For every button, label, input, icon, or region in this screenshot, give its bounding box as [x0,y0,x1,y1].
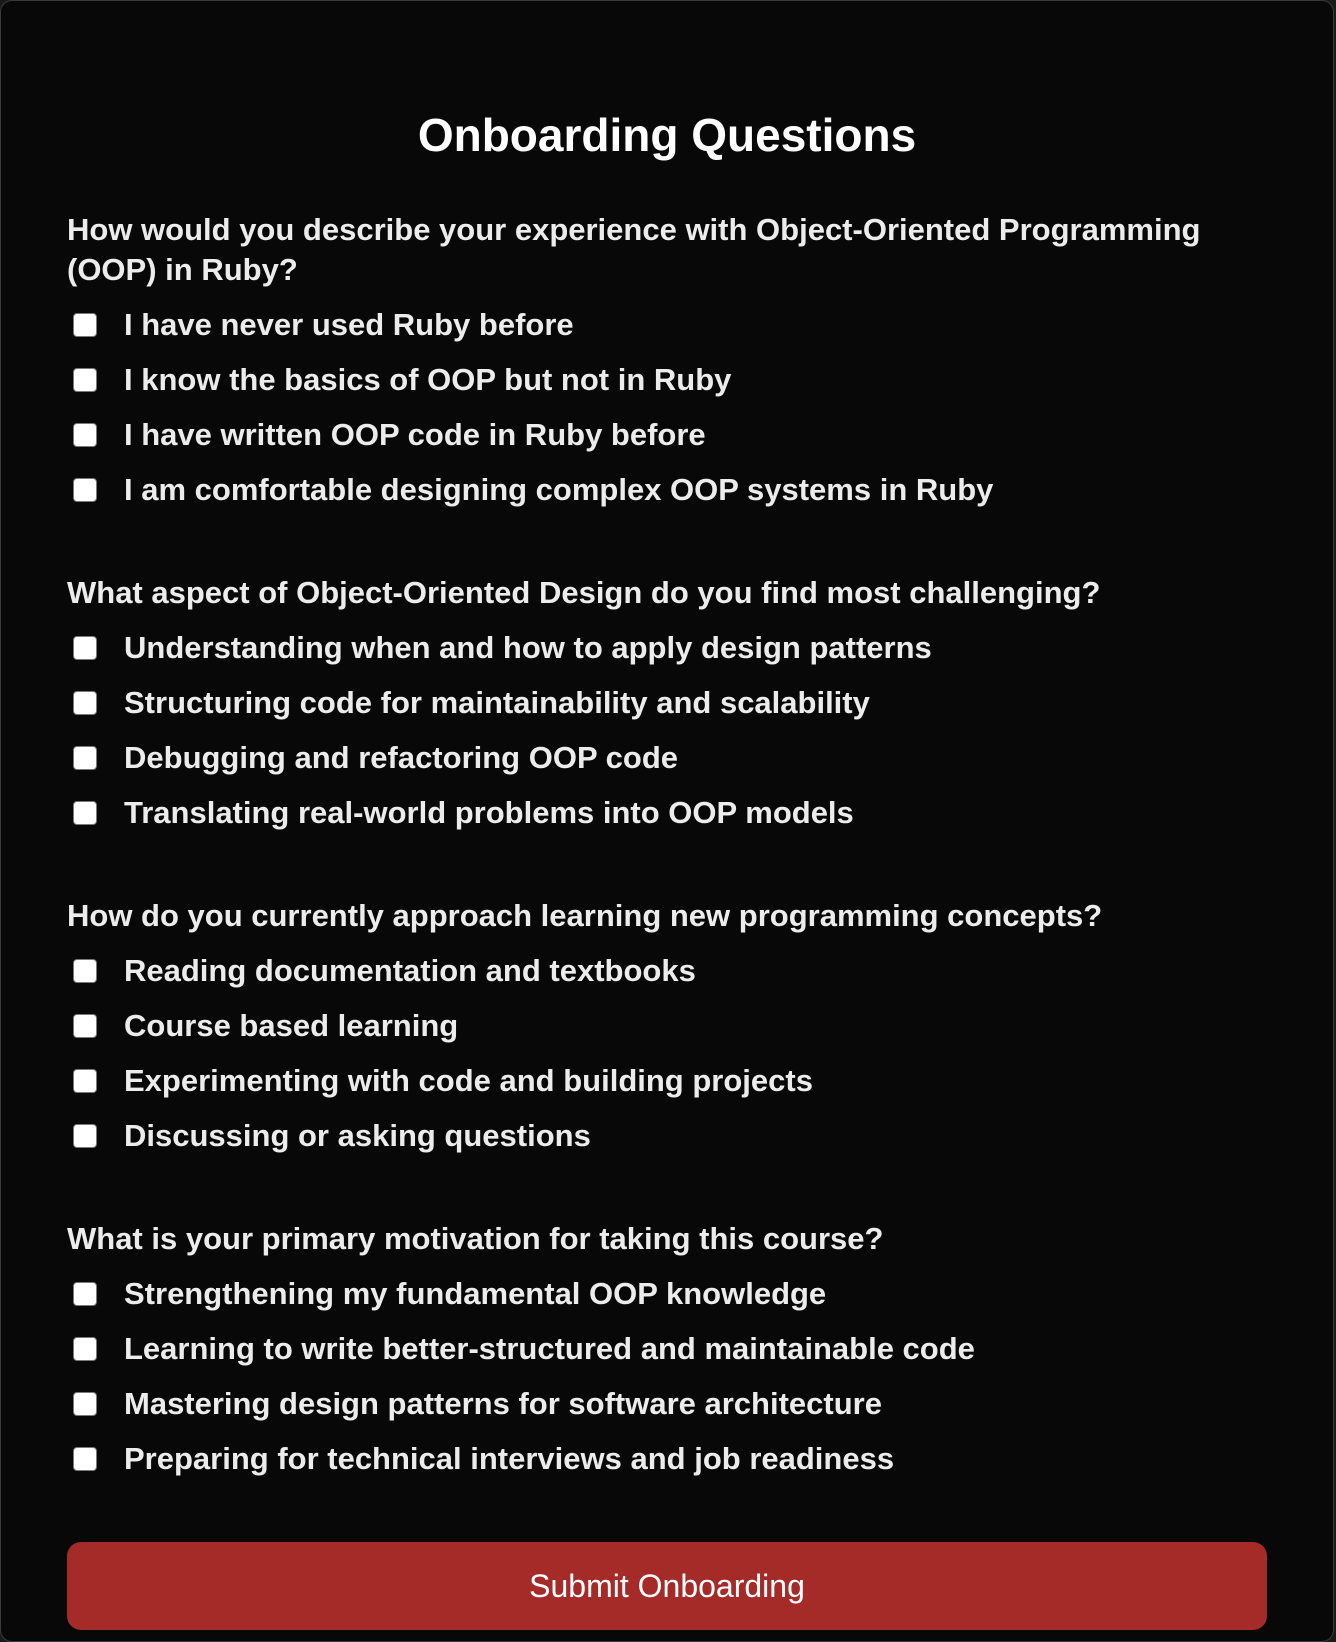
option-label: I know the basics of OOP but not in Ruby [124,362,732,397]
option-label: I have never used Ruby before [124,307,574,342]
question-1-text: How would you describe your experience with Object-Oriented Programming (OOP) in Ruby? [67,212,1201,287]
question-4-option-1[interactable] [73,1274,826,1314]
checkbox[interactable] [73,368,97,392]
option-label: Course based learning [124,1008,459,1043]
option-label: Learning to write better-structured and maintainable code [124,1331,975,1366]
page-title: Onboarding Questions [417,109,917,161]
question-1-option-4[interactable] [73,470,993,510]
option-label: Debugging and refactoring OOP code [124,740,679,775]
question-2-option-2[interactable] [73,683,870,723]
option-label: Structuring code for maintainability and scalability [124,685,870,720]
checkbox[interactable] [73,1392,97,1416]
option-label: I am comfortable designing complex OOP systems in Ruby [124,472,994,507]
checkbox[interactable] [73,423,97,447]
option-label: Reading documentation and textbooks [124,953,696,988]
checkbox[interactable] [73,801,97,825]
question-1-option-1[interactable] [73,305,574,345]
question-2-text: What aspect of Object-Oriented Design do you find most challenging? [67,575,1101,610]
question-3-text: How do you currently approach learning new programming concepts? [67,898,1103,933]
checkbox[interactable] [73,746,97,770]
question-3-option-2[interactable] [73,1006,458,1046]
checkbox[interactable] [73,478,97,502]
checkbox[interactable] [73,1282,97,1306]
question-4-option-3[interactable] [73,1384,882,1424]
checkbox[interactable] [73,691,97,715]
option-label: Preparing for technical interviews and job readiness [124,1441,895,1476]
option-label: I have written OOP code in Ruby before [124,417,706,452]
checkbox[interactable] [73,313,97,337]
checkbox[interactable] [73,1069,97,1093]
submit-onboarding-button[interactable]: Submit Onboarding [67,1542,1267,1630]
checkbox[interactable] [73,636,97,660]
question-2-option-3[interactable] [73,738,678,778]
question-3-option-1[interactable] [73,951,696,991]
question-4-option-4[interactable] [73,1439,894,1479]
question-4-option-2[interactable] [73,1329,975,1369]
option-label: Discussing or asking questions [124,1118,591,1153]
checkbox[interactable] [73,959,97,983]
question-1-option-3[interactable] [73,415,706,455]
question-3-option-3[interactable] [73,1061,813,1101]
question-1-option-2[interactable] [73,360,731,400]
option-label: Strengthening my fundamental OOP knowledge [124,1276,827,1311]
option-label: Experimenting with code and building projects [124,1063,813,1098]
checkbox[interactable] [73,1337,97,1361]
option-label: Translating real-world problems into OOP models [124,795,854,830]
checkbox[interactable] [73,1124,97,1148]
question-4-text: What is your primary motivation for taking this course? [67,1221,884,1256]
checkbox[interactable] [73,1447,97,1471]
question-2-option-4[interactable] [73,793,854,833]
option-label: Understanding when and how to apply design patterns [124,630,932,665]
checkbox[interactable] [73,1014,97,1038]
option-label: Mastering design patterns for software architecture [124,1386,882,1421]
question-3-option-4[interactable] [73,1116,591,1156]
question-2-option-1[interactable] [73,628,932,668]
